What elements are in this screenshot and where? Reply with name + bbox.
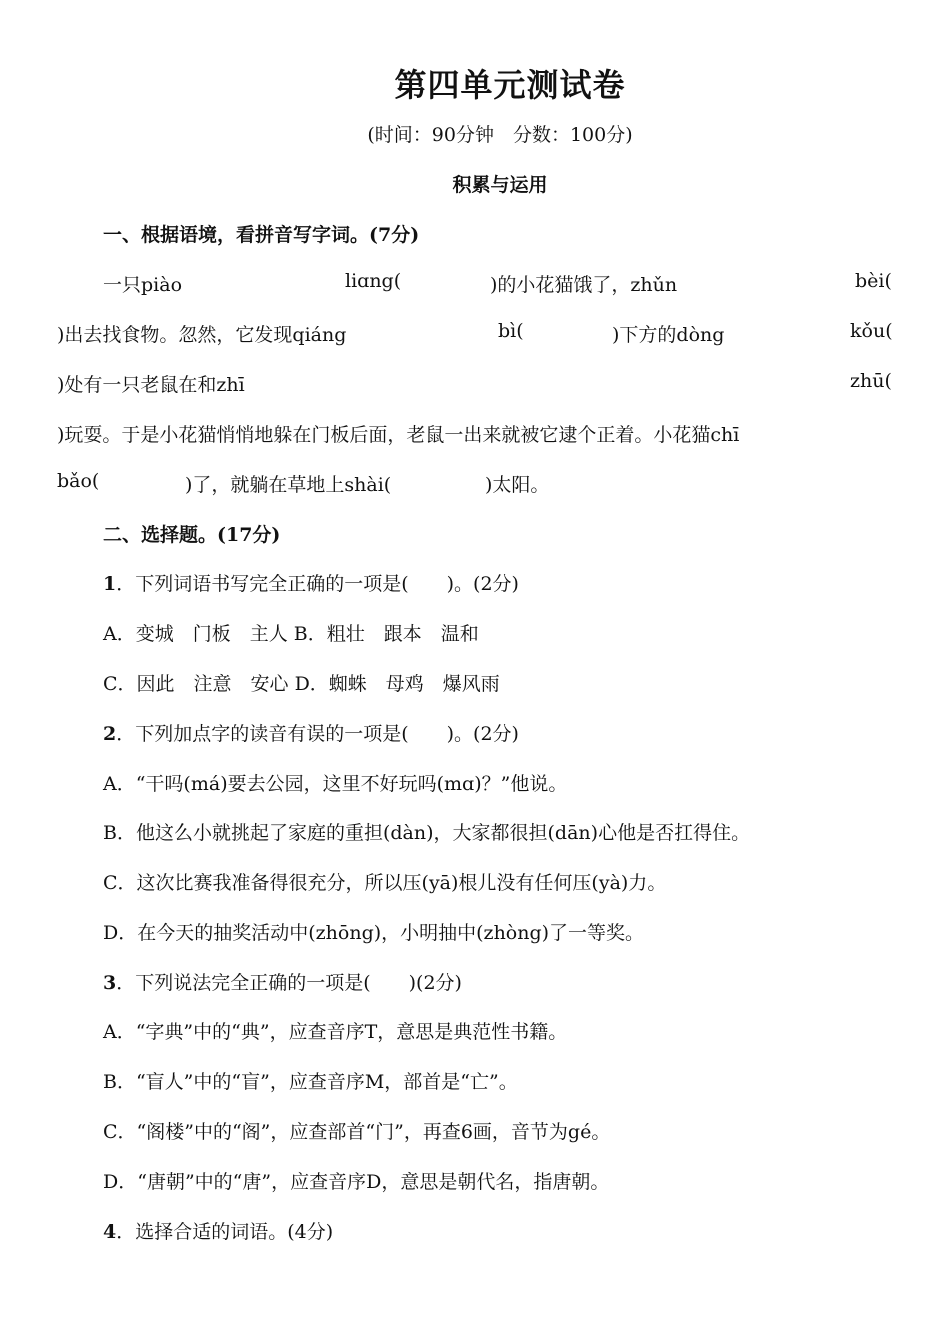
question-1-option-row: A．变城 门板 主人 B．粗壮 跟本 温和 — [103, 623, 479, 645]
q1-heading: 一、根据语境，看拼音写字词。(7分) — [103, 224, 420, 246]
q1-line2-a: )出去找食物。忽然，它发现qiáng — [57, 324, 347, 346]
q1-line5-a: bǎo( — [57, 470, 100, 492]
question-3-option-d: D．“唐朝”中的“唐”，应查音序D，意思是朝代名，指唐朝。 — [103, 1171, 610, 1193]
question-3-option-b: B．“盲人”中的“盲”，应查音序M，部首是“亡”。 — [103, 1071, 518, 1093]
q1-line5-b: )了，就躺在草地上shài( — [185, 474, 392, 496]
q1-line1-a: 一只piào — [103, 274, 183, 296]
question-text: ．下列词语书写完全正确的一项是( )。(2分) — [116, 573, 519, 595]
question-text: ．下列说法完全正确的一项是( )(2分) — [116, 972, 462, 994]
question-2-option-b: B．他这么小就挑起了家庭的重担(dàn)，大家都很担(dān)心他是否扛得住。 — [103, 822, 751, 844]
question-3-option-a: A．“字典”中的“典”，应查音序T，意思是典范性书籍。 — [103, 1021, 568, 1043]
page-title: 第四单元测试卷 — [394, 66, 626, 104]
q1-line5-c: )太阳。 — [485, 474, 550, 496]
q1-line2-c: )下方的dòng — [612, 324, 725, 346]
question-3-stem — [103, 968, 462, 995]
question-number: 1 — [103, 573, 117, 595]
question-2-option-a: A．“干吗(má)要去公园，这里不好玩吗(mɑ)？”他说。 — [103, 773, 568, 795]
question-1-stem — [103, 569, 519, 596]
q1-line3-a: )处有一只老鼠在和zhī — [57, 374, 245, 396]
question-4-stem — [103, 1217, 333, 1244]
question-2-option-c: C．这次比赛我准备得很充分，所以压(yā)根儿没有任何压(yà)力。 — [103, 872, 667, 894]
question-text: ．下列加点字的读音有误的一项是( )。(2分) — [116, 723, 519, 745]
q1-line4: )玩耍。于是小花猫悄悄地躲在门板后面，老鼠一出来就被它逮个正着。小花猫chī — [57, 424, 740, 446]
q1-line1-b: liɑng( — [345, 270, 402, 292]
question-2-option-d: D．在今天的抽奖活动中(zhōng)，小明抽中(zhòng)了一等奖。 — [103, 922, 645, 944]
question-1-option-row: C．因此 注意 安心 D．蜘蛛 母鸡 爆风雨 — [103, 673, 500, 695]
section-title: 积累与运用 — [452, 174, 548, 196]
question-number: 3 — [103, 972, 117, 994]
question-text: ．选择合适的词语。(4分) — [116, 1221, 334, 1243]
exam-info: (时间：90分钟 分数：100分) — [367, 124, 633, 146]
q1-line3-b: zhū( — [850, 370, 892, 392]
q2-heading: 二、选择题。(17分) — [103, 524, 281, 546]
q1-line2-d: kǒu( — [850, 320, 893, 342]
q1-line1-d: bèi( — [855, 270, 892, 292]
question-3-option-c: C．“阁楼”中的“阁”，应查部首“门”，再查6画，音节为gé。 — [103, 1121, 611, 1143]
question-number: 4 — [103, 1221, 117, 1243]
question-number: 2 — [103, 723, 117, 745]
question-2-stem — [103, 719, 519, 746]
q1-line1-c: )的小花猫饿了，zhǔn — [490, 274, 678, 296]
q1-line2-b: bì( — [498, 320, 524, 342]
